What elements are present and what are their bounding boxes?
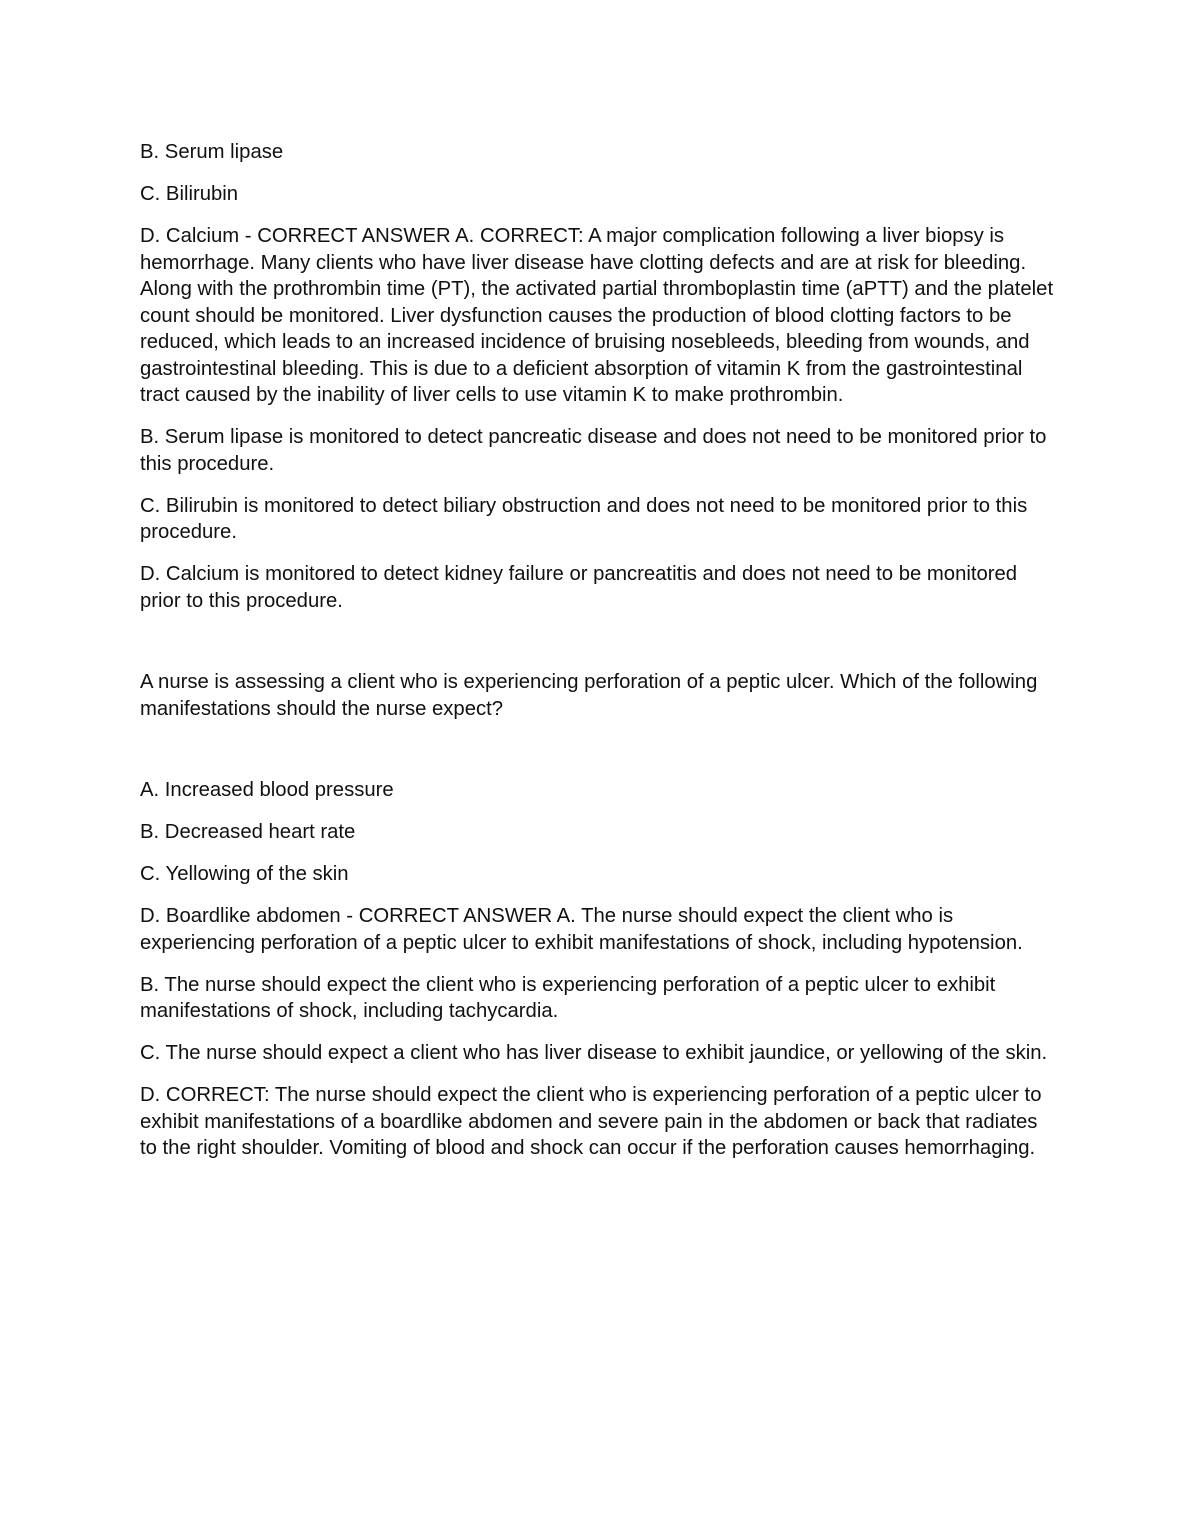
section1-rationale-d: D. Calcium is monitored to detect kidney failure or pancreatitis and does not need to be monitored prior to this procedure. [140,563,1018,612]
section2-option-c: C. Yellowing of the skin [140,863,349,885]
section2-option-a: A. Increased blood pressure [140,779,394,801]
section1-option-c: C. Bilirubin [140,183,239,205]
section2-rationale-d: D. CORRECT: The nurse should expect the client who is experiencing perforation of a peptic ulcer to exhibit manifestations of a boardlike abdomen and severe pain in the abdomen or back that radiates to the right shoulder. Vomiting of blood and shock can occur if the perforation causes hemorrhaging. [140,1084,1042,1159]
section1-option-d-answer: D. Calcium - CORRECT ANSWER A. CORRECT: A major complication following a liver biopsy is hemorrhage. Many clients who have liver disease have clotting defects and are at risk for bleeding. Along with the prothrombin time (PT), the activated partial thromboplastin time (aPTT) and the platelet count should be monitored. Liver dysfunction causes the production of blood clotting factors to be reduced, which leads to an increased incidence of bruising nosebleeds, bleeding from wounds, and gastrointestinal bleeding. This is due to a deficient absorption of vitamin K from the gastrointestinal tract caused by the inability of liver cells to use vitamin K to make prothrombin. [140,225,1054,406]
section2-option-d-answer: D. Boardlike abdomen - CORRECT ANSWER A. The nurse should expect the client who is experiencing perforation of a peptic ulcer to exhibit manifestations of shock, including hypotension. [140,905,1023,954]
section2-rationale-c: C. The nurse should expect a client who has liver disease to exhibit jaundice, or yellowing of the skin. [140,1042,1048,1064]
section2-rationale-b: B. The nurse should expect the client who is experiencing perforation of a peptic ulcer to exhibit manifestations of shock, including tachycardia. [140,973,996,1022]
section1-option-b: B. Serum lipase [140,141,284,163]
section1-rationale-b: B. Serum lipase is monitored to detect pancreatic disease and does not need to be monitored prior to this procedure. [140,426,1047,475]
section2-option-b: B. Decreased heart rate [140,821,356,843]
document-body [140,139,1055,1177]
section1-rationale-c: C. Bilirubin is monitored to detect biliary obstruction and does not need to be monitored prior to this procedure. [140,494,1028,543]
section2-question: A nurse is assessing a client who is experiencing perforation of a peptic ulcer. Which of the following manifestations should the nurse expect? [140,671,1038,720]
